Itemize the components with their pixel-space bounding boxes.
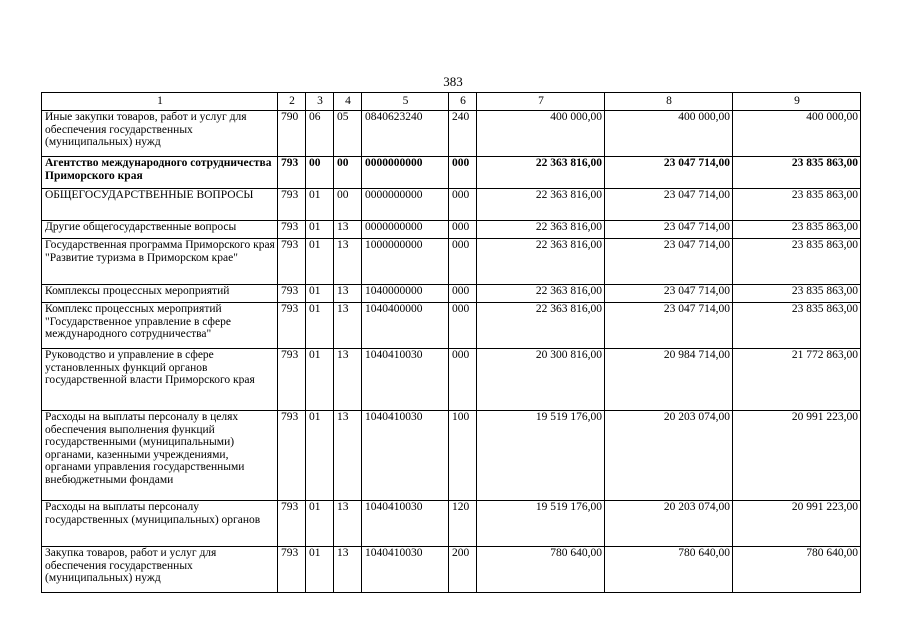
- header-cell-2: 2: [278, 93, 306, 111]
- row-value-col8: 780 640,00: [605, 547, 733, 593]
- row-value-col8: 23 047 714,00: [605, 239, 733, 285]
- row-code-admin: 793: [278, 411, 306, 501]
- row-code-target: 1040410030: [362, 547, 449, 593]
- header-cell-1: 1: [42, 93, 278, 111]
- row-code-type: 000: [449, 349, 477, 411]
- row-code-type: 000: [449, 303, 477, 349]
- row-name: Государственная программа Приморского края "Развитие туризма в Приморском крае": [42, 239, 278, 285]
- row-code-target: 0000000000: [362, 221, 449, 239]
- row-code-subsection: 13: [334, 501, 362, 547]
- row-code-admin: 790: [278, 111, 306, 157]
- row-code-target: 1040410030: [362, 349, 449, 411]
- header-cell-6: 6: [449, 93, 477, 111]
- row-code-type: 200: [449, 547, 477, 593]
- row-value-col7: 400 000,00: [477, 111, 605, 157]
- row-value-col7: 22 363 816,00: [477, 239, 605, 285]
- row-code-admin: 793: [278, 349, 306, 411]
- row-value-col8: 23 047 714,00: [605, 221, 733, 239]
- table-row: [42, 239, 861, 285]
- row-code-admin: 793: [278, 501, 306, 547]
- row-value-col9: 23 835 863,00: [733, 285, 861, 303]
- header-cell-5: 5: [362, 93, 449, 111]
- row-code-type: 120: [449, 501, 477, 547]
- header-row: [42, 93, 861, 111]
- row-code-type: 240: [449, 111, 477, 157]
- row-value-col8: 400 000,00: [605, 111, 733, 157]
- row-code-admin: 793: [278, 239, 306, 285]
- row-code-type: 000: [449, 285, 477, 303]
- row-code-admin: 793: [278, 547, 306, 593]
- row-value-col7: 22 363 816,00: [477, 189, 605, 221]
- table-row: [42, 157, 861, 189]
- row-name: Закупка товаров, работ и услуг для обеспечения государственных (муниципальных) нужд: [42, 547, 278, 593]
- header-cell-9: 9: [733, 93, 861, 111]
- row-value-col8: 23 047 714,00: [605, 285, 733, 303]
- row-code-section: 01: [306, 547, 334, 593]
- row-code-section: 01: [306, 221, 334, 239]
- row-code-section: 01: [306, 501, 334, 547]
- row-value-col9: 20 991 223,00: [733, 411, 861, 501]
- row-code-section: 01: [306, 303, 334, 349]
- row-value-col9: 20 991 223,00: [733, 501, 861, 547]
- page-number: 383: [443, 74, 463, 89]
- table-row: [42, 285, 861, 303]
- row-value-col9: 23 835 863,00: [733, 239, 861, 285]
- row-code-admin: 793: [278, 303, 306, 349]
- row-code-subsection: 13: [334, 285, 362, 303]
- row-code-target: 1040410030: [362, 501, 449, 547]
- row-value-col9: 23 835 863,00: [733, 303, 861, 349]
- row-value-col7: 22 363 816,00: [477, 285, 605, 303]
- row-code-admin: 793: [278, 221, 306, 239]
- table-row: [42, 303, 861, 349]
- row-code-type: 100: [449, 411, 477, 501]
- row-code-subsection: 13: [334, 239, 362, 285]
- row-value-col7: 780 640,00: [477, 547, 605, 593]
- table-row: [42, 547, 861, 593]
- row-name: Агентство международного сотрудничества Приморского края: [42, 157, 278, 189]
- header-cell-8: 8: [605, 93, 733, 111]
- row-name: ОБЩЕГОСУДАРСТВЕННЫЕ ВОПРОСЫ: [42, 189, 278, 221]
- row-code-type: 000: [449, 157, 477, 189]
- header-cell-3: 3: [306, 93, 334, 111]
- row-value-col9: 23 835 863,00: [733, 189, 861, 221]
- row-code-section: 01: [306, 285, 334, 303]
- row-code-target: 0840623240: [362, 111, 449, 157]
- row-code-target: 1040000000: [362, 285, 449, 303]
- row-code-subsection: 00: [334, 189, 362, 221]
- row-value-col9: 23 835 863,00: [733, 221, 861, 239]
- row-code-subsection: 13: [334, 547, 362, 593]
- row-name: Иные закупки товаров, работ и услуг для обеспечения государственных (муниципальных) нужд: [42, 111, 278, 157]
- table-row: [42, 189, 861, 221]
- row-value-col8: 20 203 074,00: [605, 501, 733, 547]
- header-cell-4: 4: [334, 93, 362, 111]
- row-code-target: 1040410030: [362, 411, 449, 501]
- row-code-type: 000: [449, 189, 477, 221]
- table-row: [42, 349, 861, 411]
- row-code-target: 0000000000: [362, 189, 449, 221]
- row-code-target: 1040400000: [362, 303, 449, 349]
- table-row: [42, 501, 861, 547]
- row-value-col7: 19 519 176,00: [477, 501, 605, 547]
- row-value-col9: 21 772 863,00: [733, 349, 861, 411]
- row-value-col8: 23 047 714,00: [605, 303, 733, 349]
- row-code-admin: 793: [278, 189, 306, 221]
- row-code-subsection: 13: [334, 303, 362, 349]
- row-value-col8: 20 203 074,00: [605, 411, 733, 501]
- row-code-section: 01: [306, 189, 334, 221]
- row-value-col8: 20 984 714,00: [605, 349, 733, 411]
- row-name: Комплексы процессных мероприятий: [42, 285, 278, 303]
- row-code-section: 01: [306, 411, 334, 501]
- table-row: [42, 111, 861, 157]
- row-name: Другие общегосударственные вопросы: [42, 221, 278, 239]
- row-value-col9: 400 000,00: [733, 111, 861, 157]
- header-cell-7: 7: [477, 93, 605, 111]
- row-code-target: 1000000000: [362, 239, 449, 285]
- row-code-section: 06: [306, 111, 334, 157]
- row-value-col7: 22 363 816,00: [477, 303, 605, 349]
- row-code-subsection: 13: [334, 221, 362, 239]
- row-value-col9: 23 835 863,00: [733, 157, 861, 189]
- row-code-section: 01: [306, 349, 334, 411]
- table-row: [42, 221, 861, 239]
- row-code-type: 000: [449, 221, 477, 239]
- row-code-section: 00: [306, 157, 334, 189]
- budget-table: [41, 92, 861, 593]
- row-code-type: 000: [449, 239, 477, 285]
- row-code-section: 01: [306, 239, 334, 285]
- row-name: Руководство и управление в сфере установленных функций органов государственной власти Приморского края: [42, 349, 278, 411]
- row-name: Расходы на выплаты персоналу государственных (муниципальных) органов: [42, 501, 278, 547]
- row-code-subsection: 13: [334, 411, 362, 501]
- row-code-subsection: 00: [334, 157, 362, 189]
- row-code-target: 0000000000: [362, 157, 449, 189]
- row-value-col8: 23 047 714,00: [605, 189, 733, 221]
- row-value-col9: 780 640,00: [733, 547, 861, 593]
- row-code-subsection: 13: [334, 349, 362, 411]
- row-name: Расходы на выплаты персоналу в целях обеспечения выполнения функций государственными (муниципальными) органами, казенными учреждениями, органами управления государственными внебюджетными фондами: [42, 411, 278, 501]
- row-value-col7: 19 519 176,00: [477, 411, 605, 501]
- row-name: Комплекс процессных мероприятий "Государственное управление в сфере международного сотрудничества": [42, 303, 278, 349]
- row-code-admin: 793: [278, 157, 306, 189]
- row-code-admin: 793: [278, 285, 306, 303]
- row-value-col7: 20 300 816,00: [477, 349, 605, 411]
- row-value-col7: 22 363 816,00: [477, 157, 605, 189]
- row-value-col7: 22 363 816,00: [477, 221, 605, 239]
- table-row: [42, 411, 861, 501]
- row-code-subsection: 05: [334, 111, 362, 157]
- row-value-col8: 23 047 714,00: [605, 157, 733, 189]
